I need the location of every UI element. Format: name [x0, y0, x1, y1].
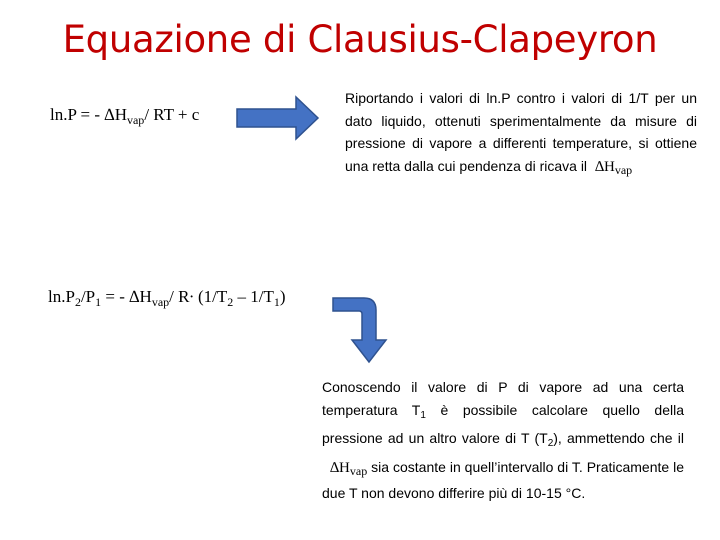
- formula1-rhs: / RT + c: [144, 105, 200, 124]
- t1-subscript: 1: [420, 409, 426, 421]
- formula1-subscript: vap: [126, 113, 145, 127]
- right-arrow-icon: [237, 97, 318, 139]
- formula1-lhs: ln.P = - ∆H: [50, 105, 127, 124]
- paragraph1-delta-h-symbol: $\Delta H_{vap}$: [594, 158, 633, 177]
- explanation-paragraph-1: [345, 87, 697, 181]
- formula-clausius-clapeyron: [50, 104, 199, 131]
- explanation-paragraph-2: Conoscendo il valore di P di vapore ad una certa temperatura $T_1$ è possibile calcolare quello della pressione ad un altro valore di T $(T_2)$, ammettendo che il $\Delta H_{vap}$ sia costante in quell’intervallo di T. Praticamente le due T non devono differire più di 10-15 °C.: [322, 379, 685, 502]
- t2-subscript: 2: [547, 438, 554, 450]
- slide-title: Equazione di Clausius-Clapeyron: [62, 18, 658, 61]
- paragraph2-delta-h-symbol: $\Delta H_{vap}$: [329, 459, 368, 478]
- paragraph1-text: Riportando i valori di ln.P contro i valori di 1/T per un dato liquido, ottenuti sperimentalmente da misure di pressione di vapore a differenti temperature, si ottiene una retta dalla cui pendenza di ricava il: [345, 90, 697, 174]
- bent-down-arrow-icon: [333, 298, 386, 362]
- formula-two-point: $\ln.P_2/P_1$ = - $\Delta H_{vap}/$ $R\cdot (1/T_2 - 1/T_1)$: [48, 287, 286, 309]
- paragraph1-symbol-subscript: vap: [614, 162, 633, 177]
